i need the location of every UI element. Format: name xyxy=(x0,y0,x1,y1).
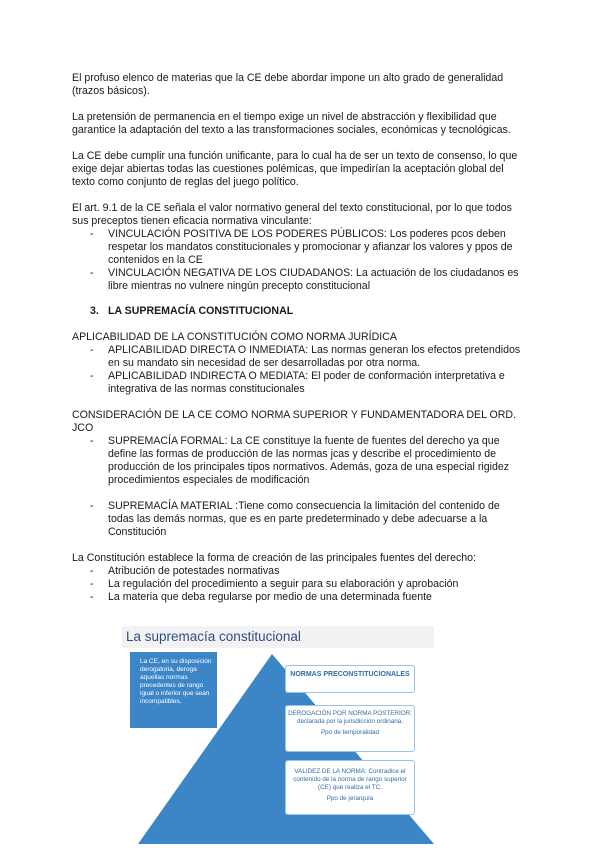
list-item: - VINCULACIÓN NEGATIVA DE LOS CIUDADANOS: La actuación de los ciudadanos es libre mientras no vulnere ningún precepto constitucional xyxy=(72,267,528,293)
box2-sub: Ppo de temporalidad xyxy=(320,729,380,736)
fuentes-intro: La Constitución establece la forma de creación de las principales fuentes del derecho: xyxy=(72,552,476,564)
list-item: - La materia que deba regularse por medio de una determinada fuente xyxy=(72,591,528,604)
section-number: 3. xyxy=(90,305,99,317)
list-item: - APLICABILIDAD DIRECTA O INMEDIATA: Las normas generan los efectos pretendidos en su mandato sin necesidad de ser desarrolladas por otra norma. xyxy=(72,344,528,370)
list-item: - APLICABILIDAD INDIRECTA O MEDIATA: El poder de conformación interpretativa e integrativa de las normas constitucionales xyxy=(72,370,528,396)
list-fuentes xyxy=(72,565,528,604)
supremacia-diagram xyxy=(122,626,434,848)
box-normas-preconstitucionales xyxy=(285,665,415,693)
box1-label: NORMAS PRECONSTITUCIONALES xyxy=(290,671,410,678)
paragraph-generalidad: El profuso elenco de materias que la CE debe abordar impone un alto grado de generalidad (trazos básicos). xyxy=(72,72,504,97)
section-heading xyxy=(72,305,528,318)
paragraph-unificante: La CE debe cumplir una función unificante, para lo cual ha de ser un texto de consenso, lo que exige dejar abiertas todas las cuestiones polémicas, que impedirían la aceptación global del texto como conjunto de reglas del juego político. xyxy=(72,150,518,188)
box2-main: DEROGACIÓN POR NORMA POSTERIOR: declarada por la jurisdicción ordinaria. xyxy=(288,710,412,725)
list-aplicabilidad xyxy=(72,344,528,396)
list-item: - La regulación del procedimiento a seguir para su elaboración y aprobación xyxy=(72,578,528,591)
box3-main: VALIDEZ DE LA NORMA: Contradice el contenido de la norma de rango superior (CE) que realiza el TC. xyxy=(293,768,407,791)
diagram-title: La supremacía constitucional xyxy=(122,626,434,648)
list-vinculacion xyxy=(72,228,528,293)
pyramid-caption: La CE, en su disposición derogatoria, deroga aquellas normas precedentes de rango igual o inferior que sean incompatibles. xyxy=(140,658,212,705)
paragraph-permanencia: La pretensión de permanencia en el tiempo exige un nivel de abstracción y flexibilidad que garantice la adaptación del texto a las transformaciones sociales, económicas y tecnológicas. xyxy=(72,111,511,136)
document-page xyxy=(72,72,528,604)
consideracion-heading: CONSIDERACIÓN DE LA CE COMO NORMA SUPERIOR Y FUNDAMENTADORA DEL ORD. JCO xyxy=(72,409,517,434)
aplicabilidad-heading: APLICABILIDAD DE LA CONSTITUCIÓN COMO NORMA JURÍDICA xyxy=(72,331,397,343)
box-validez xyxy=(285,760,415,815)
list-item: - VINCULACIÓN POSITIVA DE LOS PODERES PÚBLICOS: Los poderes pcos deben respetar los mandatos constitucionales y promocionar y afianzar los valores y ppos de contenidos en la CE xyxy=(72,228,528,267)
list-item: - Atribución de potestades normativas xyxy=(72,565,528,578)
box-derogacion xyxy=(285,705,415,752)
list-item: - SUPREMACÍA MATERIAL :Tiene como consecuencia la limitación del contenido de todas las demás normas, que es en parte predeterminado y debe adecuarse a la Constitución xyxy=(72,500,528,539)
section-title: LA SUPREMACÍA CONSTITUCIONAL xyxy=(108,305,294,317)
box3-sub: Ppo de jerarquía xyxy=(326,795,374,802)
list-consideracion xyxy=(72,435,528,487)
list-item: - SUPREMACÍA FORMAL: La CE constituye la fuente de fuentes del derecho ya que define las formas de producción de las normas jcas y describe el procedimiento de producción de los principales tipos normativos. Además, goza de una especial rigidez procedimientos especiales de modificación xyxy=(72,435,528,487)
paragraph-art-9-1: El art. 9.1 de la CE señala el valor normativo general del texto constitucional, por lo que todos sus preceptos tienen eficacia normativa vinculante: xyxy=(72,202,512,227)
list-consideracion-2 xyxy=(72,500,528,539)
